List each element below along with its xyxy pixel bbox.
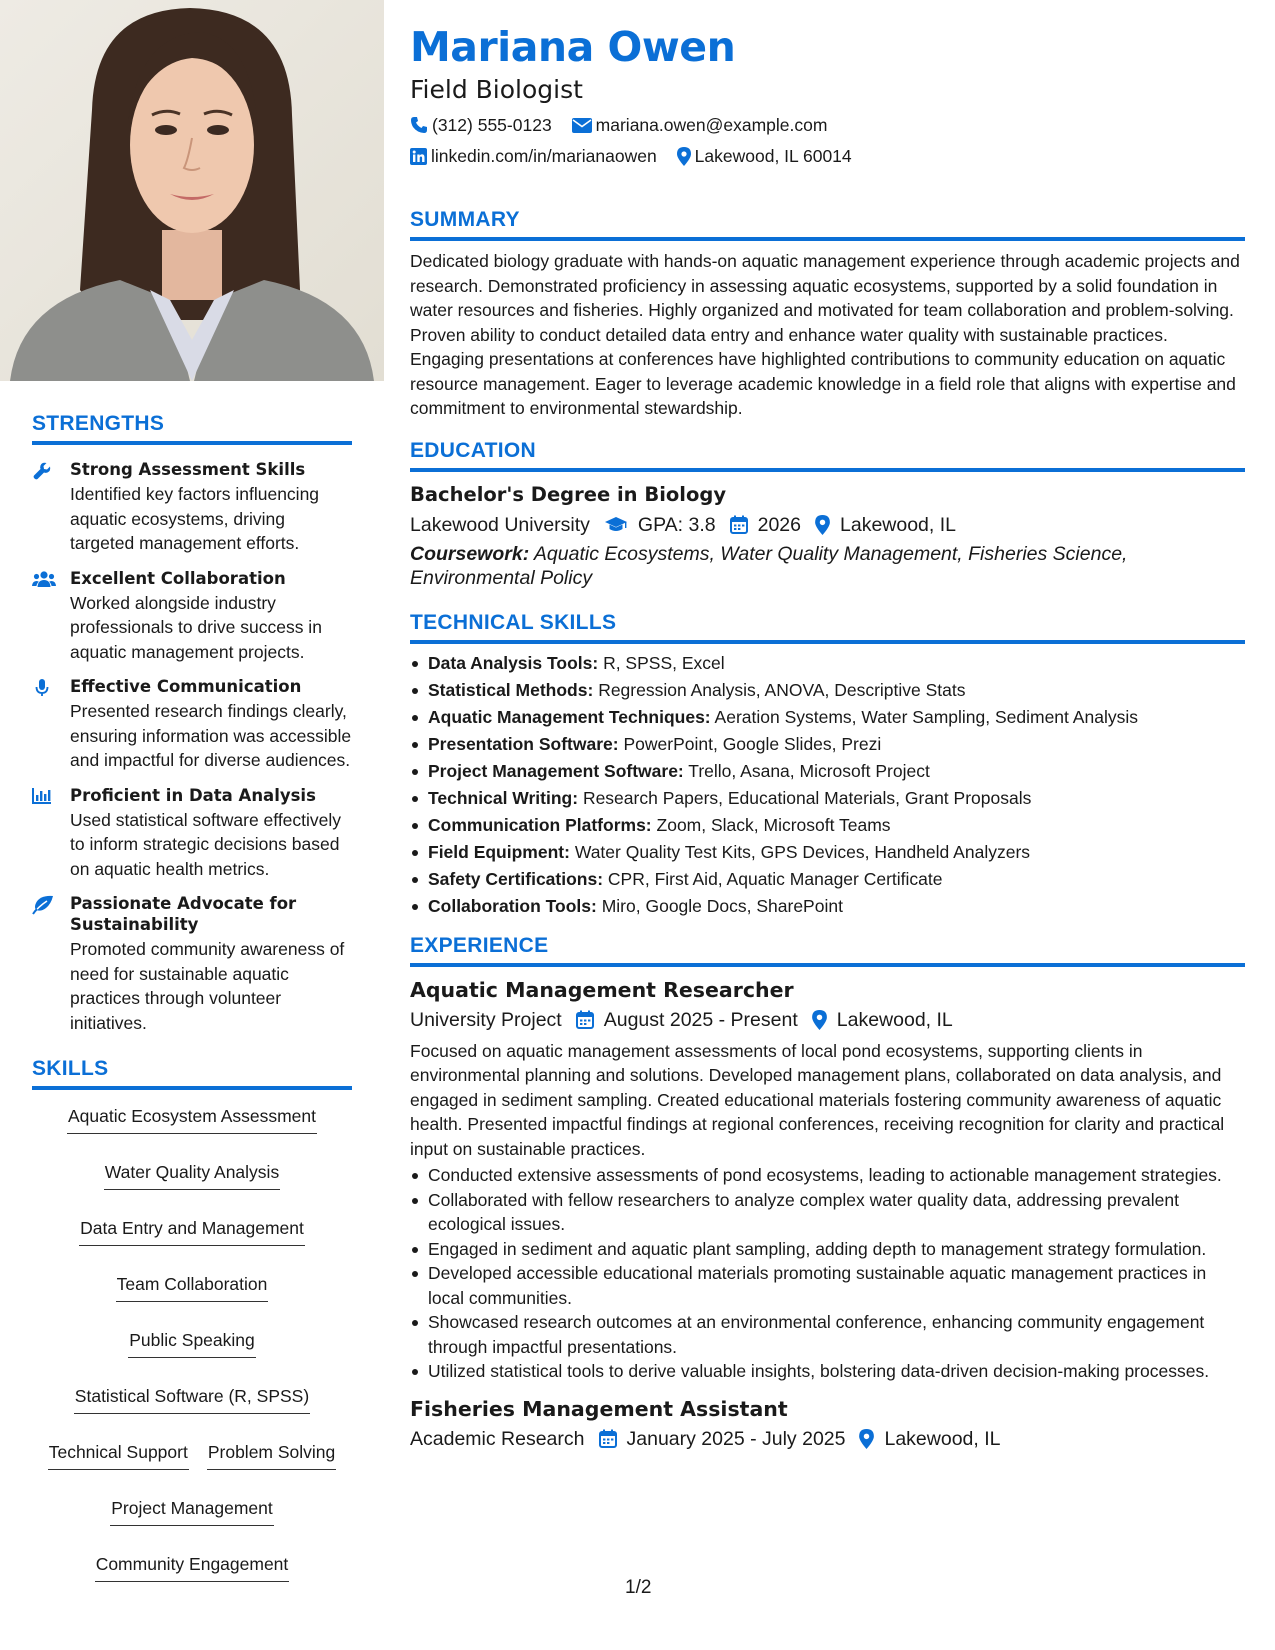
bar-chart-icon — [32, 785, 70, 882]
calendar-icon — [576, 1010, 594, 1029]
list-item — [410, 812, 1245, 839]
list-item: Collaborated with fellow researchers to analyze complex water quality data, addressing prevalent ecological issues. — [410, 1188, 1245, 1237]
degree-title: Bachelor's Degree in Biology — [410, 482, 727, 506]
list-item — [410, 839, 1245, 866]
tech-label: Aquatic Management Techniques: — [428, 706, 711, 727]
edu-location — [815, 512, 956, 538]
tech-label: Communication Platforms: — [428, 814, 652, 835]
grad-year — [730, 512, 801, 538]
right-column — [410, 22, 1245, 1452]
skill-tag: Team Collaboration — [116, 1272, 269, 1302]
coursework-label: Coursework: — [410, 542, 530, 565]
location-text: Lakewood, IL 60014 — [694, 145, 852, 166]
tech-label: Project Management Software: — [428, 760, 684, 781]
location-contact — [677, 146, 852, 167]
summary-section — [410, 208, 1245, 421]
strengths-rule — [32, 441, 352, 445]
phone-icon — [410, 116, 428, 134]
list-item — [410, 650, 1245, 677]
list-item — [410, 866, 1245, 893]
job-location-text: Lakewood, IL — [884, 1427, 1001, 1450]
email-text[interactable]: mariana.owen@example.com — [595, 114, 828, 135]
wrench-icon — [32, 459, 70, 556]
technical-skills-rule — [410, 640, 1245, 644]
list-item: Engaged in sediment and aquatic plant sampling, adding depth to management strategy formulation. — [410, 1237, 1245, 1262]
skills-rule — [32, 1086, 352, 1090]
job-summary: Focused on aquatic management assessments of local pond ecosystems, supporting clients in environmental planning and solutions. Developed management plans, collaborated on data analysis, and engaged in sediment sampling. Created educational materials fostering community awareness of aquatic health. Presented impactful findings at regional conferences, receiving recognition for clarity and practical input on sustainable practices. — [410, 1040, 1225, 1159]
gpa — [604, 512, 716, 538]
strength-desc: Used statistical software effectively to inform strategic decisions based on aquatic health metrics. — [70, 809, 342, 879]
edu-location-text: Lakewood, IL — [840, 513, 957, 536]
job-org-text: Academic Research — [410, 1427, 585, 1450]
job-org — [410, 1007, 562, 1033]
job-title: Field Biologist — [410, 75, 583, 104]
calendar-icon — [730, 515, 748, 534]
strength-item — [32, 459, 352, 556]
technical-skills-list — [410, 650, 1245, 920]
tech-label: Field Equipment: — [428, 841, 570, 862]
tech-value: R, SPSS, Excel — [603, 652, 725, 673]
skill-tag: Project Management — [110, 1496, 273, 1526]
tech-value: Water Quality Test Kits, GPS Devices, Handheld Analyzers — [574, 841, 1031, 862]
contact-row — [410, 114, 1245, 136]
strength-title: Excellent Collaboration — [70, 568, 286, 588]
list-item: Developed accessible educational materials promoting sustainable aquatic management practices in local communities. — [410, 1261, 1245, 1310]
page-number: 1/2 — [625, 1577, 652, 1598]
technical-skills-section — [410, 611, 1245, 920]
job-location-text: Lakewood, IL — [836, 1008, 953, 1031]
list-item — [410, 758, 1245, 785]
left-content — [32, 412, 352, 1582]
calendar-icon — [599, 1429, 617, 1448]
job-bullets — [410, 1163, 1245, 1384]
linkedin-text[interactable]: linkedin.com/in/marianaowen — [431, 145, 657, 166]
tech-label: Collaboration Tools: — [428, 895, 597, 916]
job-dates — [599, 1426, 846, 1452]
map-pin-icon — [812, 1010, 827, 1030]
tech-value: PowerPoint, Google Slides, Prezi — [623, 733, 882, 754]
strength-item — [32, 676, 352, 773]
summary-text: Dedicated biology graduate with hands-on aquatic management experience through academic projects and research. Demonstrated proficiency in assessing aquatic ecosystems, supported by a solid foundation in water resources and fisheries. Highly organized and motivated for team collaboration and problem-solving. Proven ability to conduct detailed data entry and enhance water quality with sustainable practices. Engaging presentations at conferences have highlighted contributions to community education on aquatic resource management. Eager to leverage academic knowledge in a field role that aligns with expertise and commitment to environmental stewardship. — [410, 251, 1240, 418]
skill-tag: Problem Solving — [207, 1440, 336, 1470]
strength-desc: Worked alongside industry professionals to drive success in aquatic management projects. — [70, 592, 322, 662]
job-title-2: Fisheries Management Assistant — [410, 1396, 788, 1421]
map-pin-icon — [859, 1429, 874, 1449]
list-item: Showcased research outcomes at an environmental conference, enhancing community engagement through impactful presentations. — [410, 1310, 1245, 1359]
users-icon — [32, 568, 70, 665]
leaf-icon — [32, 893, 70, 1035]
strength-title: Proficient in Data Analysis — [70, 785, 316, 805]
skill-tag: Community Engagement — [95, 1552, 290, 1582]
education-meta — [410, 512, 1245, 538]
tech-value: Research Papers, Educational Materials, Grant Proposals — [582, 787, 1032, 808]
strength-title: Passionate Advocate for Sustainability — [70, 894, 297, 934]
year-text: 2026 — [757, 513, 801, 536]
list-item — [410, 731, 1245, 758]
map-pin-icon — [677, 147, 691, 166]
tech-value: CPR, First Aid, Aquatic Manager Certificate — [607, 868, 943, 889]
phone-text: (312) 555-0123 — [432, 114, 552, 135]
list-item: Conducted extensive assessments of pond ecosystems, leading to actionable management strategies. — [410, 1163, 1245, 1188]
job-location — [812, 1007, 953, 1033]
list-item — [410, 704, 1245, 731]
job-dates — [576, 1007, 798, 1033]
strength-desc: Identified key factors influencing aquatic ecosystems, driving targeted management efforts. — [70, 484, 320, 553]
map-pin-icon — [815, 515, 830, 535]
graduation-cap-icon — [604, 516, 628, 534]
skill-tag: Aquatic Ecosystem Assessment — [67, 1104, 317, 1134]
phone-contact — [410, 115, 552, 136]
strength-item — [32, 568, 352, 665]
linkedin-icon — [410, 148, 427, 165]
job-location — [859, 1426, 1000, 1452]
job-org-text: University Project — [410, 1008, 562, 1031]
technical-skills-heading: TECHNICAL SKILLS — [410, 610, 617, 634]
tech-value: Regression Analysis, ANOVA, Descriptive Stats — [598, 679, 966, 700]
list-item — [410, 893, 1245, 920]
tech-label: Presentation Software: — [428, 733, 619, 754]
skill-tag: Data Entry and Management — [79, 1216, 305, 1246]
skills-heading: SKILLS — [32, 1057, 109, 1080]
experience-section — [410, 934, 1245, 1452]
summary-rule — [410, 237, 1245, 241]
skill-tag: Water Quality Analysis — [104, 1160, 280, 1190]
school-name: Lakewood University — [410, 513, 590, 536]
tech-label: Technical Writing: — [428, 787, 579, 808]
microphone-icon — [32, 676, 70, 773]
strengths-heading: STRENGTHS — [32, 412, 165, 435]
tech-value: Trello, Asana, Microsoft Project — [688, 760, 930, 781]
coursework-text: Aquatic Ecosystems, Water Quality Management, Fisheries Science, Environmental Policy — [410, 542, 1128, 589]
job-org — [410, 1426, 585, 1452]
left-column — [0, 0, 384, 1650]
job-title-1: Aquatic Management Researcher — [410, 977, 794, 1002]
list-item: Utilized statistical tools to derive valuable insights, bolstering data-driven decision-making processes. — [410, 1359, 1245, 1384]
tech-value: Miro, Google Docs, SharePoint — [601, 895, 843, 916]
strength-item — [32, 893, 352, 1035]
strength-item — [32, 785, 352, 882]
tech-label: Safety Certifications: — [428, 868, 604, 889]
skill-tag: Public Speaking — [128, 1328, 256, 1358]
profile-photo — [0, 0, 384, 381]
tech-value: Zoom, Slack, Microsoft Teams — [656, 814, 891, 835]
strength-desc: Promoted community awareness of need for sustainable aquatic practices through volunteer initiatives. — [70, 939, 345, 1033]
skill-tag: Statistical Software (R, SPSS) — [74, 1384, 310, 1414]
coursework — [410, 542, 1245, 591]
experience-heading: EXPERIENCE — [410, 933, 549, 957]
job-dates-text: January 2025 - July 2025 — [626, 1427, 846, 1450]
tech-value: Aeration Systems, Water Sampling, Sediment Analysis — [714, 706, 1138, 727]
job-meta-2 — [410, 1426, 1245, 1452]
skills-list — [32, 1104, 352, 1582]
job-dates-text: August 2025 - Present — [603, 1008, 798, 1031]
skill-tag: Technical Support — [48, 1440, 189, 1470]
strength-desc: Presented research findings clearly, ensuring information was accessible and impactful for diverse audiences. — [70, 701, 352, 770]
gpa-text: GPA: 3.8 — [637, 513, 716, 536]
education-rule — [410, 468, 1245, 472]
list-item — [410, 785, 1245, 812]
contact-row — [410, 145, 1245, 167]
school — [410, 512, 590, 538]
linkedin-contact[interactable] — [410, 146, 657, 167]
education-section — [410, 439, 1245, 591]
strength-title: Strong Assessment Skills — [70, 460, 306, 479]
education-heading: EDUCATION — [410, 438, 536, 462]
summary-heading: SUMMARY — [410, 208, 520, 231]
candidate-name: Mariana Owen — [410, 23, 736, 71]
email-contact[interactable] — [572, 115, 828, 136]
job-meta-1 — [410, 1007, 1245, 1033]
tech-label: Data Analysis Tools: — [428, 652, 599, 673]
experience-rule — [410, 963, 1245, 967]
strength-title: Effective Communication — [70, 677, 302, 696]
list-item — [410, 677, 1245, 704]
tech-label: Statistical Methods: — [428, 679, 594, 700]
envelope-icon — [572, 118, 592, 133]
